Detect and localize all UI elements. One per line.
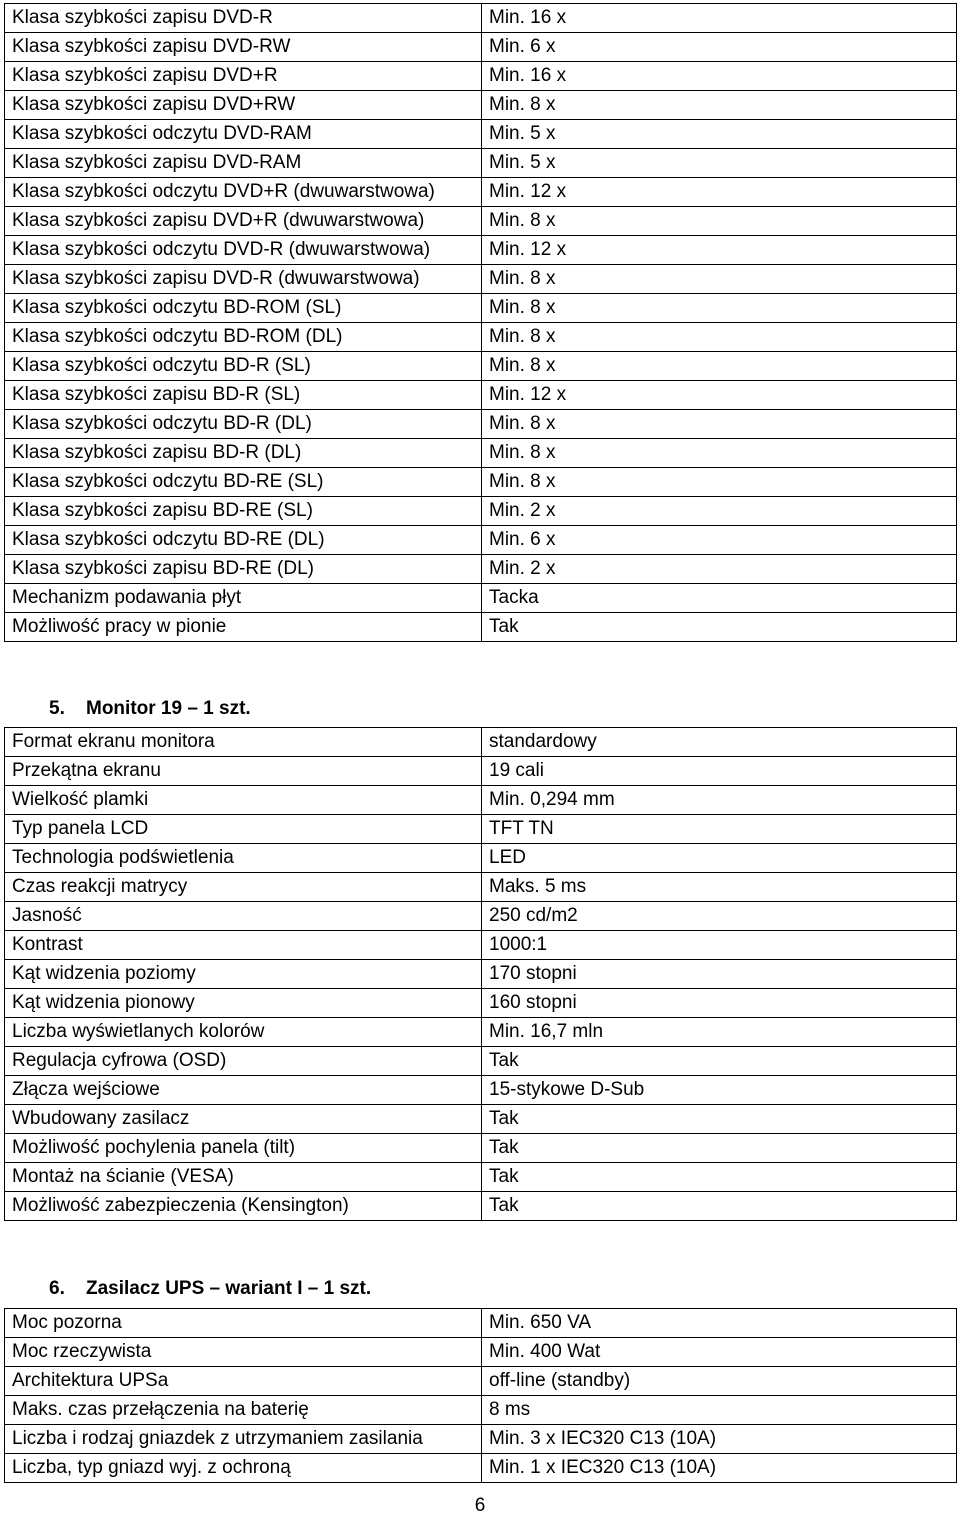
param-value-cell: Min. 2 x — [482, 497, 957, 526]
table-row — [5, 1425, 957, 1454]
param-value-cell: 170 stopni — [482, 960, 957, 989]
param-name-cell: Liczba i rodzaj gniazdek z utrzymaniem zasilania — [5, 1425, 482, 1454]
param-name-cell: Regulacja cyfrowa (OSD) — [5, 1047, 482, 1076]
param-value-cell: Min. 8 x — [482, 207, 957, 236]
param-name-cell: Technologia podświetlenia — [5, 844, 482, 873]
param-name-cell: Klasa szybkości odczytu BD-RE (DL) — [5, 526, 482, 555]
table-row — [5, 1192, 957, 1221]
table-row — [5, 1396, 957, 1425]
param-name-cell: Typ panela LCD — [5, 815, 482, 844]
table-row — [5, 1134, 957, 1163]
param-value-cell: standardowy — [482, 728, 957, 757]
table-row — [5, 1163, 957, 1192]
param-name-cell: Klasa szybkości odczytu BD-ROM (SL) — [5, 294, 482, 323]
param-value-cell: off-line (standby) — [482, 1367, 957, 1396]
param-value-cell: LED — [482, 844, 957, 873]
param-value-cell: Min. 8 x — [482, 323, 957, 352]
table-row — [5, 960, 957, 989]
table-row — [5, 555, 957, 584]
table-row — [5, 1454, 957, 1483]
param-name-cell: Montaż na ścianie (VESA) — [5, 1163, 482, 1192]
param-name-cell: Klasa szybkości odczytu BD-ROM (DL) — [5, 323, 482, 352]
param-value-cell: Min. 8 x — [482, 410, 957, 439]
param-value-cell: 15-stykowe D-Sub — [482, 1076, 957, 1105]
param-value-cell: Tak — [482, 1134, 957, 1163]
param-name-cell: Kąt widzenia pionowy — [5, 989, 482, 1018]
param-value-cell: Min. 8 x — [482, 91, 957, 120]
param-value-cell: Tak — [482, 1163, 957, 1192]
param-name-cell: Klasa szybkości zapisu BD-R (DL) — [5, 439, 482, 468]
table-row — [5, 526, 957, 555]
table-row — [5, 62, 957, 91]
param-value-cell: 160 stopni — [482, 989, 957, 1018]
table-row — [5, 1018, 957, 1047]
param-value-cell: 19 cali — [482, 757, 957, 786]
ups-section-number: 6. — [49, 1278, 65, 1299]
monitor-spec-table — [4, 727, 957, 1221]
param-value-cell: Min. 12 x — [482, 236, 957, 265]
param-value-cell: Min. 16 x — [482, 62, 957, 91]
param-value-cell: Min. 6 x — [482, 526, 957, 555]
param-name-cell: Klasa szybkości zapisu BD-R (SL) — [5, 381, 482, 410]
table-row — [5, 207, 957, 236]
param-name-cell: Czas reakcji matrycy — [5, 873, 482, 902]
table-row — [5, 873, 957, 902]
param-name-cell: Klasa szybkości odczytu DVD-RAM — [5, 120, 482, 149]
param-value-cell: Min. 8 x — [482, 352, 957, 381]
table-row — [5, 1338, 957, 1367]
table-row — [5, 815, 957, 844]
table-row — [5, 352, 957, 381]
param-name-cell: Moc pozorna — [5, 1309, 482, 1338]
param-name-cell: Możliwość pochylenia panela (tilt) — [5, 1134, 482, 1163]
param-name-cell: Liczba wyświetlanych kolorów — [5, 1018, 482, 1047]
table-row — [5, 757, 957, 786]
table-row — [5, 844, 957, 873]
param-value-cell: Tak — [482, 1105, 957, 1134]
param-name-cell: Klasa szybkości zapisu DVD-RAM — [5, 149, 482, 178]
table-row — [5, 1047, 957, 1076]
param-name-cell: Klasa szybkości zapisu DVD-R — [5, 4, 482, 33]
table-row — [5, 265, 957, 294]
param-name-cell: Klasa szybkości odczytu BD-RE (SL) — [5, 468, 482, 497]
param-value-cell: Min. 400 Wat — [482, 1338, 957, 1367]
param-value-cell: Min. 650 VA — [482, 1309, 957, 1338]
param-value-cell: Min. 16 x — [482, 4, 957, 33]
table-row — [5, 468, 957, 497]
param-name-cell: Klasa szybkości zapisu DVD-RW — [5, 33, 482, 62]
param-name-cell: Format ekranu monitora — [5, 728, 482, 757]
param-value-cell: Tacka — [482, 584, 957, 613]
param-value-cell: Tak — [482, 1192, 957, 1221]
param-value-cell: Min. 6 x — [482, 33, 957, 62]
monitor-section-title: Monitor 19 – 1 szt. — [86, 698, 251, 719]
param-value-cell: TFT TN — [482, 815, 957, 844]
param-value-cell: Min. 8 x — [482, 294, 957, 323]
param-name-cell: Przekątna ekranu — [5, 757, 482, 786]
param-name-cell: Kontrast — [5, 931, 482, 960]
table-row — [5, 323, 957, 352]
table-row — [5, 989, 957, 1018]
param-name-cell: Architektura UPSa — [5, 1367, 482, 1396]
param-value-cell: Min. 2 x — [482, 555, 957, 584]
ups-section-heading — [49, 1277, 371, 1301]
table-row — [5, 4, 957, 33]
table-row — [5, 149, 957, 178]
table-row — [5, 931, 957, 960]
param-value-cell: Min. 16,7 mln — [482, 1018, 957, 1047]
table-row — [5, 613, 957, 642]
monitor-section-heading — [49, 697, 251, 721]
param-value-cell: Min. 8 x — [482, 439, 957, 468]
table-row — [5, 1076, 957, 1105]
param-value-cell: Tak — [482, 1047, 957, 1076]
table-row — [5, 497, 957, 526]
param-value-cell: 1000:1 — [482, 931, 957, 960]
param-name-cell: Klasa szybkości zapisu BD-RE (SL) — [5, 497, 482, 526]
dvd-bd-spec-table — [4, 3, 957, 642]
param-name-cell: Wielkość plamki — [5, 786, 482, 815]
table-row — [5, 1309, 957, 1338]
table-row — [5, 236, 957, 265]
param-name-cell: Klasa szybkości zapisu DVD+R — [5, 62, 482, 91]
param-value-cell: Min. 8 x — [482, 265, 957, 294]
param-name-cell: Liczba, typ gniazd wyj. z ochroną — [5, 1454, 482, 1483]
table-row — [5, 439, 957, 468]
table-row — [5, 728, 957, 757]
param-name-cell: Możliwość pracy w pionie — [5, 613, 482, 642]
param-value-cell: Tak — [482, 613, 957, 642]
table-row — [5, 410, 957, 439]
param-name-cell: Złącza wejściowe — [5, 1076, 482, 1105]
table-row — [5, 381, 957, 410]
param-name-cell: Klasa szybkości odczytu DVD-R (dwuwarstwowa) — [5, 236, 482, 265]
param-name-cell: Maks. czas przełączenia na baterię — [5, 1396, 482, 1425]
param-name-cell: Mechanizm podawania płyt — [5, 584, 482, 613]
monitor-section-number: 5. — [49, 698, 65, 719]
table-row — [5, 120, 957, 149]
param-name-cell: Klasa szybkości odczytu BD-R (SL) — [5, 352, 482, 381]
param-name-cell: Jasność — [5, 902, 482, 931]
param-value-cell: Maks. 5 ms — [482, 873, 957, 902]
table-row — [5, 1105, 957, 1134]
param-name-cell: Klasa szybkości zapisu DVD-R (dwuwarstwowa) — [5, 265, 482, 294]
param-value-cell: Min. 0,294 mm — [482, 786, 957, 815]
table-row — [5, 178, 957, 207]
param-name-cell: Klasa szybkości zapisu BD-RE (DL) — [5, 555, 482, 584]
param-value-cell: Min. 12 x — [482, 381, 957, 410]
param-name-cell: Klasa szybkości zapisu DVD+R (dwuwarstwowa) — [5, 207, 482, 236]
ups-section-title: Zasilacz UPS – wariant I – 1 szt. — [86, 1278, 372, 1299]
param-name-cell: Klasa szybkości odczytu BD-R (DL) — [5, 410, 482, 439]
param-name-cell: Wbudowany zasilacz — [5, 1105, 482, 1134]
param-value-cell: Min. 5 x — [482, 120, 957, 149]
param-name-cell: Możliwość zabezpieczenia (Kensington) — [5, 1192, 482, 1221]
param-name-cell: Kąt widzenia poziomy — [5, 960, 482, 989]
param-name-cell: Moc rzeczywista — [5, 1338, 482, 1367]
ups-spec-table — [4, 1308, 957, 1483]
param-value-cell: Min. 3 x IEC320 C13 (10A) — [482, 1425, 957, 1454]
param-name-cell: Klasa szybkości odczytu DVD+R (dwuwarstwowa) — [5, 178, 482, 207]
param-value-cell: Min. 8 x — [482, 468, 957, 497]
table-row — [5, 786, 957, 815]
table-row — [5, 33, 957, 62]
param-value-cell: Min. 1 x IEC320 C13 (10A) — [482, 1454, 957, 1483]
param-value-cell: 250 cd/m2 — [482, 902, 957, 931]
param-value-cell: 8 ms — [482, 1396, 957, 1425]
param-value-cell: Min. 12 x — [482, 178, 957, 207]
param-value-cell: Min. 5 x — [482, 149, 957, 178]
page-number: 6 — [474, 1495, 486, 1516]
table-row — [5, 294, 957, 323]
table-row — [5, 1367, 957, 1396]
table-row — [5, 91, 957, 120]
table-row — [5, 584, 957, 613]
table-row — [5, 902, 957, 931]
param-name-cell: Klasa szybkości zapisu DVD+RW — [5, 91, 482, 120]
